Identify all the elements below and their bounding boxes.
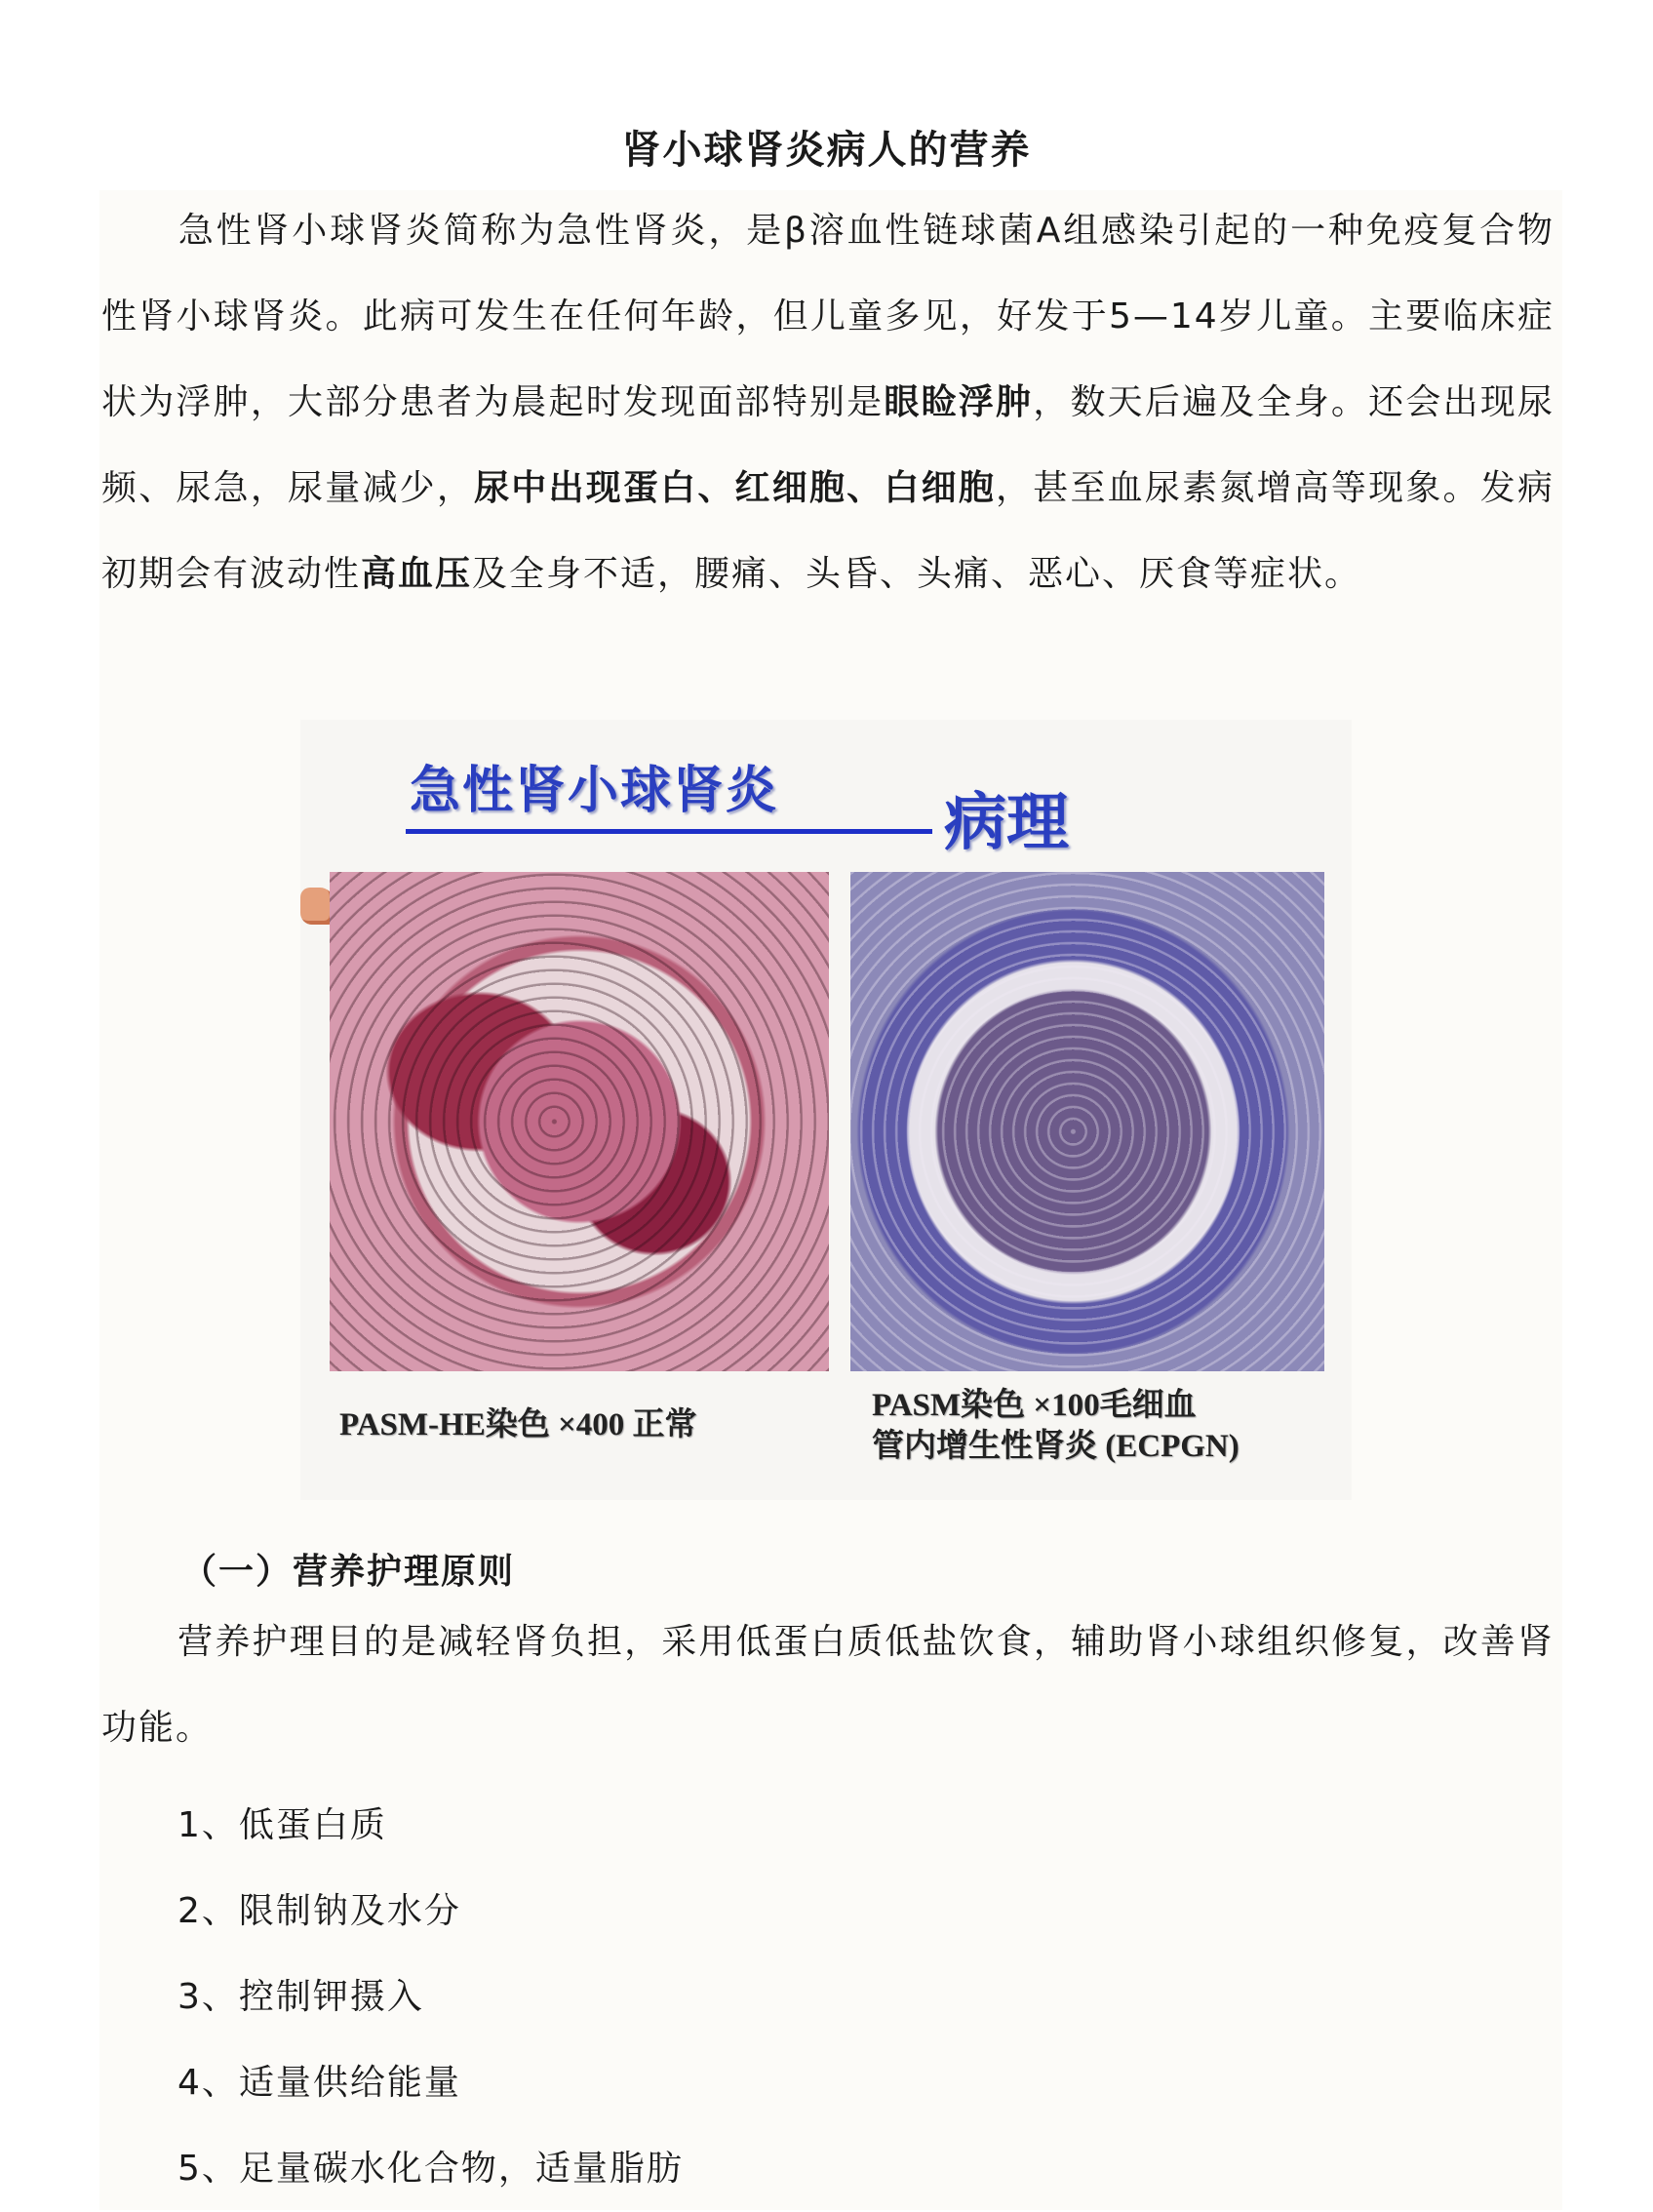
intro-paragraph [101,188,1555,617]
caption-right-line-1: PASM染色 ×100毛细血 [872,1388,1197,1423]
caption-right [872,1385,1330,1467]
intro-text-4: 及全身不适，腰痛、头昏、头痛、恶心、厌食等症状。 [472,554,1362,594]
list-item: 1、低蛋白质 [177,1805,387,1845]
figure-subtitle: 病理 [944,786,1069,859]
caption-left: PASM-HE染色 ×400 正常 [339,1407,697,1442]
list-item: 3、控制钾摄入 [177,1977,424,2017]
intro-text-2: ，数天后遍及全身。还会出现尿频、尿急，尿量减少， [101,382,1555,508]
pathology-figure [300,720,1352,1500]
figure-title: 急性肾小球肾炎 [410,761,779,820]
ecpgn-glomerulus-micrograph [850,872,1324,1371]
section-paragraph-text: 营养护理目的是减轻肾负担，采用低蛋白质低盐饮食，辅助肾小球组织修复，改善肾功能。 [101,1622,1555,1748]
intro-text-1: 急性肾小球肾炎简称为急性肾炎，是β溶血性链球菌A组感染引起的一种免疫复合物性肾小球肾炎。此病可发生在任何年龄，但儿童多见，好发于5—14岁儿童。主要临床症状为浮肿，大部分患者为晨起时发现面部特别是 [101,211,1555,422]
intro-bold-2: 尿中出现蛋白、红细胞、白细胞 [474,468,997,508]
section-paragraph [101,1600,1555,1771]
caption-right-line-2: 管内增生性肾炎 (ECPGN) [872,1429,1240,1464]
normal-glomerulus-micrograph [330,872,829,1371]
list-item: 5、足量碳水化合物，适量脂肪 [177,2149,684,2189]
intro-text-3: ，甚至血尿素氮增高等现象。发病初期会有波动性 [101,468,1555,594]
pointing-hand-icon [300,888,334,925]
document-title: 肾小球肾炎病人的营养 [621,128,1032,173]
intro-bold-3: 高血压 [361,554,473,594]
intro-bold-1: 眼睑浮肿 [884,382,1034,422]
list-item: 2、限制钠及水分 [177,1891,461,1931]
section-heading: （一）营养护理原则 [181,1552,516,1592]
list-item: 4、适量供给能量 [177,2063,461,2103]
figure-title-underline [406,829,932,834]
